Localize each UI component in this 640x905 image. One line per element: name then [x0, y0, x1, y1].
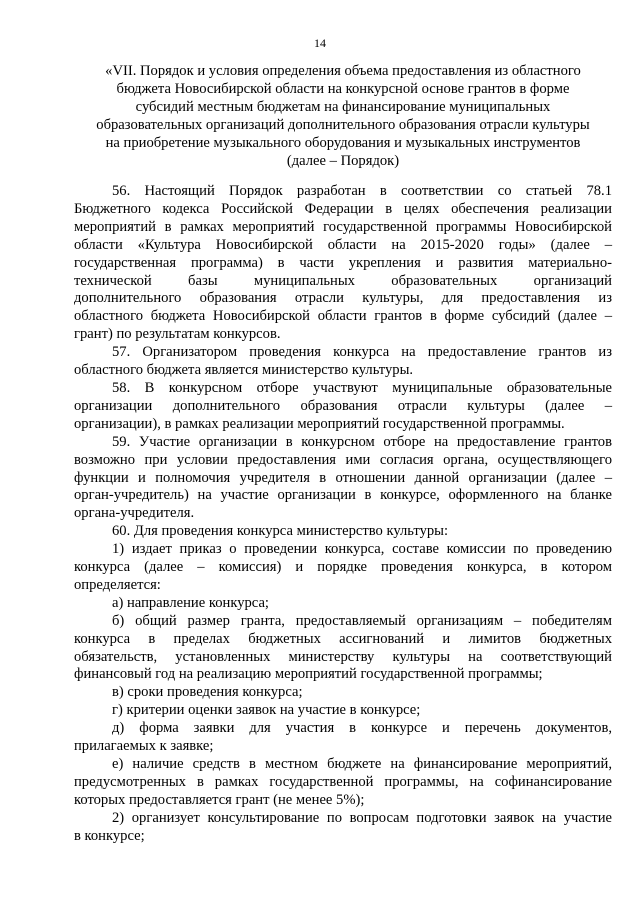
paragraph-line: 56. Настоящий Порядок разработан в соответствии со статьей 78.1	[112, 183, 612, 199]
paragraph-line: конкурса в пределах бюджетных ассигнований и лимитов бюджетных	[74, 630, 612, 647]
paragraph-line: областного бюджета является министерство культуры.	[74, 362, 414, 379]
paragraph-line: организации дополнительного образования отрасли культуры (далее –	[74, 397, 612, 414]
paragraph	[74, 434, 612, 524]
paragraph-line: функции и полномочия учредителя в отношении данной организации (далее –	[74, 469, 612, 486]
paragraph-line: органа-учредителя.	[74, 505, 195, 522]
paragraph	[74, 756, 612, 810]
paragraph-line: е) наличие средств в местном бюджете на финансирование мероприятий,	[112, 756, 612, 772]
paragraph-line: прилагаемых к заявке;	[74, 738, 214, 755]
heading-line: на приобретение музыкального оборудования и музыкальных инструментов	[105, 134, 581, 151]
paragraph	[74, 702, 612, 720]
paragraph-line: Бюджетного кодекса Российской Федерации в целях обеспечения реализации	[74, 200, 612, 217]
paragraph-line: 57. Организатором проведения конкурса на предоставление грантов из	[112, 344, 612, 361]
heading-line: (далее – Порядок)	[286, 152, 400, 169]
paragraph-line: технической базы муниципальных образовательных организаций	[74, 272, 612, 289]
heading-line: субсидий местным бюджетам на финансирование муниципальных	[135, 98, 551, 115]
paragraph-line: областного бюджета Новосибирской области грантов в форме субсидий (далее –	[74, 308, 612, 325]
paragraph-line: мероприятий в рамках мероприятий государственной программы Новосибирской	[74, 218, 612, 235]
paragraph-line: возможно при условии предоставления ими согласия органа, осуществляющего	[74, 451, 612, 468]
paragraph-line: 58. В конкурсном отборе участвуют муниципальные образовательные	[112, 379, 612, 396]
paragraph	[74, 183, 612, 344]
document-body	[74, 183, 612, 846]
paragraph	[74, 720, 612, 756]
paragraph-line: 59. Участие организации в конкурсном отборе на предоставление грантов	[112, 433, 612, 450]
paragraph-line: 1) издает приказ о проведении конкурса, составе комиссии по проведению	[112, 541, 612, 558]
paragraph	[74, 541, 612, 595]
paragraph	[74, 595, 612, 613]
paragraph-line: определяется:	[74, 576, 161, 593]
paragraph	[74, 613, 612, 685]
paragraph	[74, 810, 612, 846]
page-number: 14	[314, 36, 326, 50]
paragraph-line: в конкурсе;	[74, 827, 145, 844]
paragraph-line: орган-учредитель) на участие организации в конкурсе, оформленного на бланке	[74, 487, 612, 504]
paragraph-line: обязательств, установленных министерству культуры на соответствующий	[74, 648, 612, 665]
paragraph-line: дополнительного образования отрасли культуры, для предоставления из	[74, 290, 612, 307]
paragraph-line: а) направление конкурса;	[112, 594, 269, 611]
heading-line: «VII. Порядок и условия определения объема предоставления из областного	[105, 63, 581, 79]
paragraph-line: области «Культура Новосибирской области на 2015-2020 годы» (далее –	[74, 236, 612, 253]
paragraph-line: 60. Для проведения конкурса министерство культуры:	[112, 523, 449, 540]
paragraph-line: д) форма заявки для участия в конкурсе и перечень документов,	[112, 720, 612, 737]
paragraph-line: б) общий размер гранта, предоставляемый организациям – победителям	[112, 612, 612, 629]
paragraph	[74, 523, 612, 541]
paragraph-line: в) сроки проведения конкурса;	[112, 684, 303, 701]
heading-line: бюджета Новосибирской области на конкурсной основе грантов в форме	[116, 80, 570, 97]
section-heading	[74, 63, 612, 170]
paragraph-line: которых предоставляется грант (не менее 5%);	[74, 791, 365, 808]
paragraph-line: конкурса (далее – комиссия) и порядке проведения конкурса, в котором	[74, 559, 612, 576]
paragraph-line: финансовый год на реализацию мероприятий государственной программы;	[74, 666, 543, 683]
paragraph-line: г) критерии оценки заявок на участие в конкурсе;	[112, 702, 421, 719]
paragraph	[74, 684, 612, 702]
paragraph	[74, 344, 612, 380]
paragraph-line: 2) организует консультирование по вопросам подготовки заявок на участие	[112, 809, 612, 826]
heading-line: образовательных организаций дополнительного образования отрасли культуры	[96, 116, 590, 133]
paragraph-line: предусмотренных в рамках государственной программы, на софинансирование	[74, 773, 612, 790]
paragraph	[74, 380, 612, 434]
paragraph-line: организации), в рамках реализации мероприятий государственной программы.	[74, 415, 565, 432]
paragraph-line: грант) по результатам конкурсов.	[74, 326, 281, 343]
paragraph-line: государственная программа) в части укрепления и развития материально-	[74, 254, 612, 271]
